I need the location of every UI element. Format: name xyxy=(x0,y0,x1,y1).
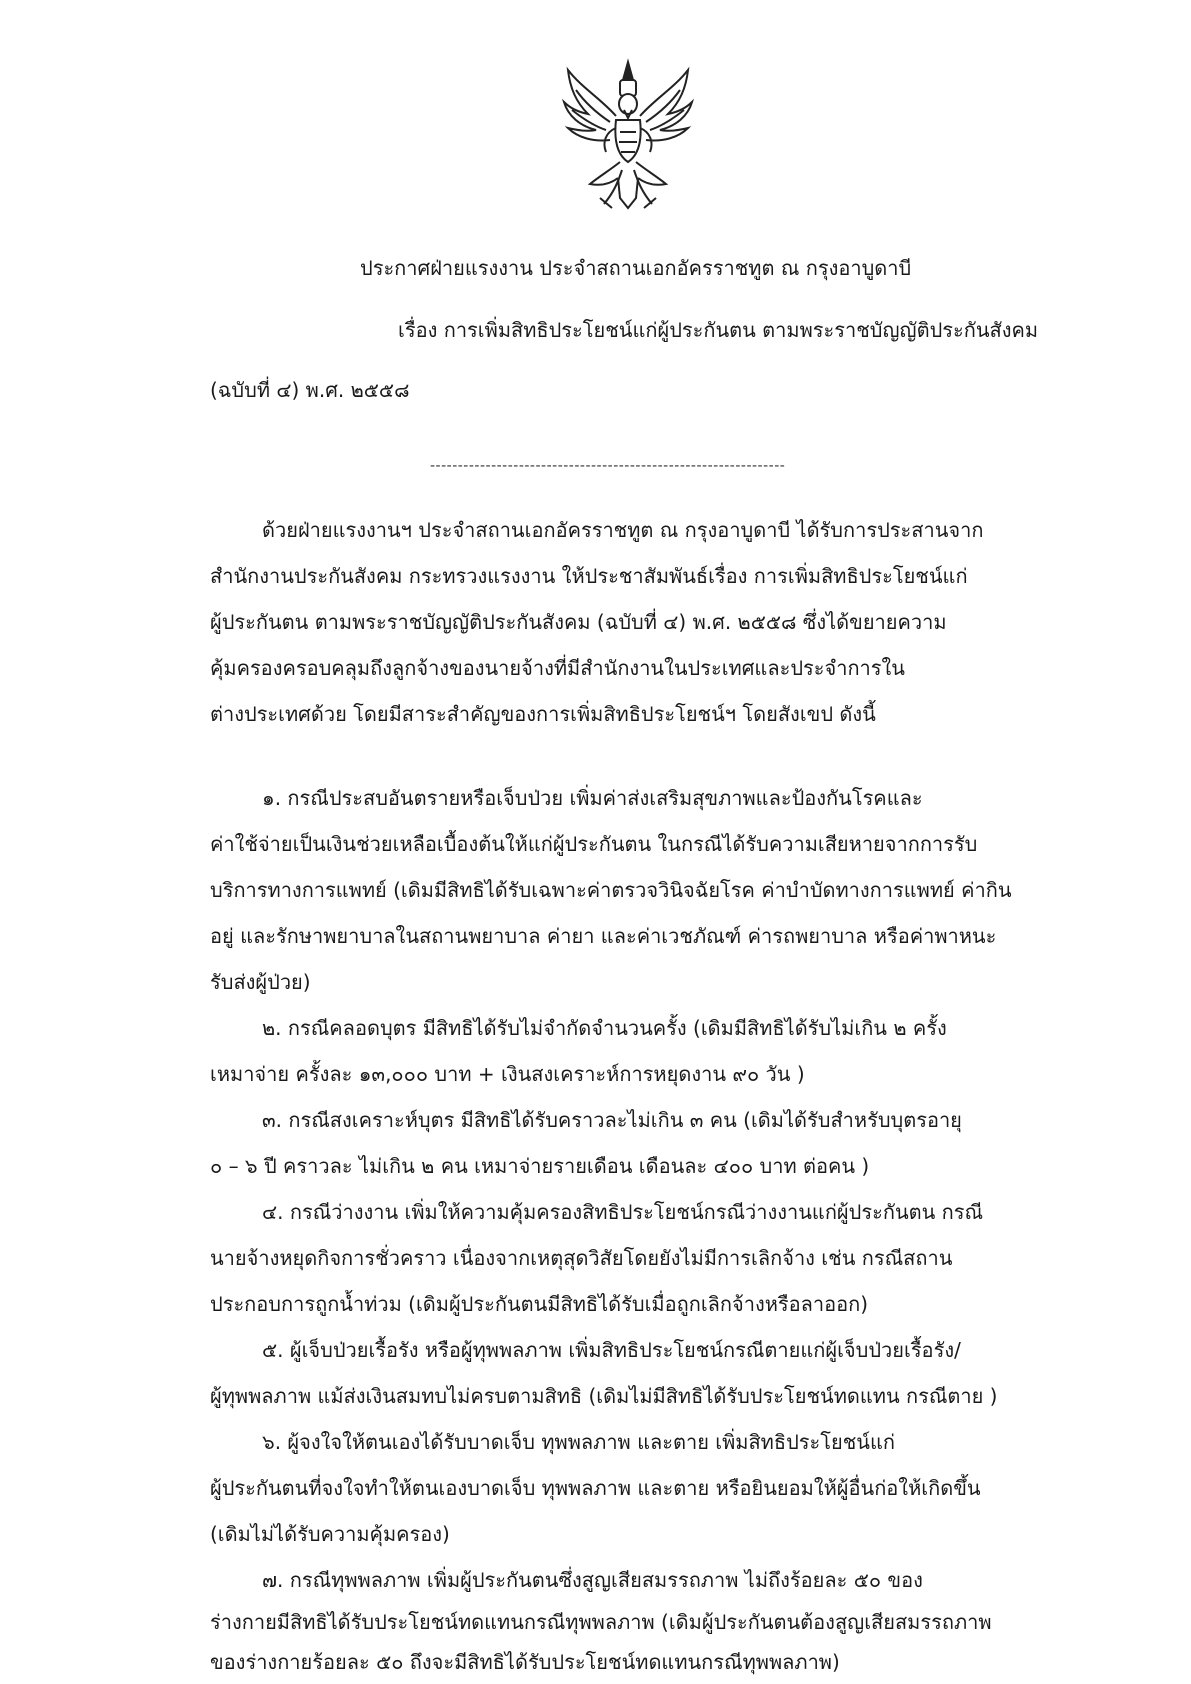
item-1-line-4: อยู่ และรักษาพยาบาลในสถานพยาบาล ค่ายา และค่าเวชภัณฑ์ ค่ารถพยาบาล หรือค่าพาหนะ xyxy=(210,924,997,948)
title-line-2: เรื่อง การเพิ่มสิทธิประโยชน์แก่ผู้ประกันตน ตามพระราชบัญญัติประกันสังคม xyxy=(398,318,1039,342)
item-2-line-2: เหมาจ่าย ครั้งละ ๑๓,๐๐๐ บาท + เงินสงเคราะห์การหยุดงาน ๙๐ วัน ) xyxy=(210,1062,805,1086)
intro-line-1: ด้วยฝ่ายแรงงานฯ ประจำสถานเอกอัครราชทูต ณ กรุงอาบูดาบี ได้รับการประสานจาก xyxy=(262,518,984,542)
item-4-line-1: ๔. กรณีว่างงาน เพิ่มให้ความคุ้มครองสิทธิประโยชน์กรณีว่างงานแก่ผู้ประกันตน กรณี xyxy=(262,1200,984,1224)
title-line-1: ประกาศฝ่ายแรงงาน ประจำสถานเอกอัครราชทูต ณ กรุงอาบูดาบี xyxy=(360,256,912,280)
item-4-line-3: ประกอบการถูกน้ำท่วม (เดิมผู้ประกันตนมีสิทธิได้รับเมื่อถูกเลิกจ้างหรือลาออก) xyxy=(210,1292,869,1316)
item-6-line-3: (เดิมไม่ได้รับความคุ้มครอง) xyxy=(210,1522,450,1546)
item-1-line-1: ๑. กรณีประสบอันตรายหรือเจ็บป่วย เพิ่มค่าส่งเสริมสุขภาพและป้องกันโรคและ xyxy=(262,786,923,810)
item-6-line-2: ผู้ประกันตนที่จงใจทำให้ตนเองบาดเจ็บ ทุพพลภาพ และตาย หรือยินยอมให้ผู้อื่นก่อให้เกิดขึ้น xyxy=(210,1476,981,1500)
intro-line-5: ต่างประเทศด้วย โดยมีสาระสำคัญของการเพิ่มสิทธิประโยชน์ฯ โดยสังเขป ดังนี้ xyxy=(210,702,876,726)
item-1-line-5: รับส่งผู้ป่วย) xyxy=(210,970,311,994)
item-3-line-2: ๐ – ๖ ปี คราวละ ไม่เกิน ๒ คน เหมาจ่ายรายเดือน เดือนละ ๔๐๐ บาท ต่อคน ) xyxy=(210,1154,870,1178)
intro-line-3: ผู้ประกันตน ตามพระราชบัญญัติประกันสังคม (ฉบับที่ ๔) พ.ศ. ๒๕๕๘ ซึ่งได้ขยายความ xyxy=(210,610,947,634)
item-4-line-2: นายจ้างหยุดกิจการชั่วคราว เนื่องจากเหตุสุดวิสัยโดยยังไม่มีการเลิกจ้าง เช่น กรณีสถาน xyxy=(210,1246,953,1270)
item-3-line-1: ๓. กรณีสงเคราะห์บุตร มีสิทธิได้รับคราวละไม่เกิน ๓ คน (เดิมได้รับสำหรับบุตรอายุ xyxy=(262,1108,962,1132)
title-line-3: (ฉบับที่ ๔) พ.ศ. ๒๕๕๘ xyxy=(210,378,410,402)
item-1-line-2: ค่าใช้จ่ายเป็นเงินช่วยเหลือเบื้องต้นให้แก่ผู้ประกันตน ในกรณีได้รับความเสียหายจากการรับ xyxy=(210,832,978,856)
intro-line-4: คุ้มครองครอบคลุมถึงลูกจ้างของนายจ้างที่มีสำนักงานในประเทศและประจำการใน xyxy=(210,656,905,680)
garuda-emblem-icon xyxy=(560,58,696,213)
item-6-line-1: ๖. ผู้จงใจให้ตนเองได้รับบาดเจ็บ ทุพพลภาพ และตาย เพิ่มสิทธิประโยชน์แก่ xyxy=(262,1430,895,1454)
item-1-line-3: บริการทางการแพทย์ (เดิมมีสิทธิได้รับเฉพาะค่าตรวจวินิจฉัยโรค ค่าบำบัดทางการแพทย์ ค่ากิน xyxy=(210,878,1012,902)
item-5-line-2: ผู้ทุพพลภาพ แม้ส่งเงินสมทบไม่ครบตามสิทธิ (เดิมไม่มีสิทธิได้รับประโยชน์ทดแทน กรณีตาย ) xyxy=(210,1384,998,1408)
divider-line: ---------------------------------------------------------------- xyxy=(430,458,786,474)
intro-line-2: สำนักงานประกันสังคม กระทรวงแรงงาน ให้ประชาสัมพันธ์เรื่อง การเพิ่มสิทธิประโยชน์แก่ xyxy=(210,564,968,588)
item-5-line-1: ๕. ผู้เจ็บป่วยเรื้อรัง หรือผู้ทุพพลภาพ เพิ่มสิทธิประโยชน์กรณีตายแก่ผู้เจ็บป่วยเรื้อรัง/ xyxy=(262,1338,961,1362)
item-7-line-2: ร่างกายมีสิทธิได้รับประโยชน์ทดแทนกรณีทุพพลภาพ (เดิมผู้ประกันตนต้องสูญเสียสมรรถภาพ xyxy=(210,1610,992,1634)
item-7-line-3: ของร่างกายร้อยละ ๕๐ ถึงจะมีสิทธิได้รับประโยชน์ทดแทนกรณีทุพพลภาพ) xyxy=(210,1650,840,1674)
item-2-line-1: ๒. กรณีคลอดบุตร มีสิทธิได้รับไม่จำกัดจำนวนครั้ง (เดิมมีสิทธิได้รับไม่เกิน ๒ ครั้ง xyxy=(262,1016,947,1040)
item-7-line-1: ๗. กรณีทุพพลภาพ เพิ่มผู้ประกันตนซึ่งสูญเสียสมรรถภาพ ไม่ถึงร้อยละ ๕๐ ของ xyxy=(262,1568,923,1592)
